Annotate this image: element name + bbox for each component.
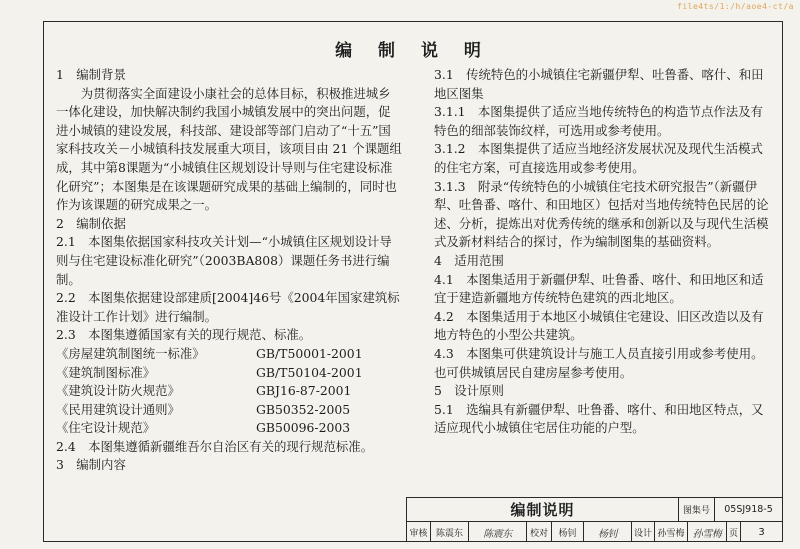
proof-label: 校对 bbox=[527, 522, 552, 542]
paragraph: 3.1.1 本图集提供了适应当地传统特色的构造节点作法及有特色的细部装饰纹样，可选用或参考使用。 bbox=[434, 104, 763, 138]
title-block-sign-row bbox=[407, 522, 782, 542]
standard-name: 《房屋建筑制图统一标准》 bbox=[56, 345, 205, 361]
standards-list bbox=[56, 345, 402, 438]
paragraph: 2.1 本图集依据国家科技攻关计划—“小城镇住区规划设计导则与住宅建设标准化研究”（2003BA808）课题任务书进行编制。 bbox=[56, 234, 392, 287]
standard-code: GB50096-2003 bbox=[256, 420, 351, 436]
paragraph: 为贯彻落实全面建设小康社会的总体目标，积极推进城乡一体化建设，加快解决制约我国小城镇发展中的突出问题，促进小城镇的建设发展，科技部、建设部等部门启动了“十五”国家科技攻关－小城镇科技发展重大项目，该项目由 21 个课题组成，其中第8课题为“小城镇住区规划设计导则与住宅建设标准化研究”；本图集是在该课题研究成果的基础上编制的，同时也作为该课题的研究成果之一。 bbox=[56, 85, 402, 213]
paragraph: 2.4 本图集遵循新疆维吾尔自治区有关的现行规范标准。 bbox=[56, 438, 374, 454]
designer-name: 孙雪梅 bbox=[655, 522, 688, 542]
page-number: 3 bbox=[758, 526, 765, 538]
page-label: 页 bbox=[727, 522, 741, 542]
standard-code: GB50352-2005 bbox=[256, 401, 351, 417]
standard-name: 《建筑制图标准》 bbox=[56, 364, 156, 380]
atlas-no-label: 图集号 bbox=[679, 498, 715, 521]
paragraph: 3.1.3 附录“传统特色的小城镇住宅技术研究报告”（新疆伊犁、吐鲁番、喀什、和田地区）包括对当地传统特色民居的论述、分析，提炼出对优秀传统的继承和创新以及与现代生活模式及新材料结合的探讨，作为编制图集的基础资料。 bbox=[434, 178, 769, 250]
standard-row bbox=[56, 345, 402, 364]
section-heading: 5 设计原则 bbox=[434, 383, 504, 399]
standard-name: 《建筑设计防火规范》 bbox=[56, 383, 180, 399]
paragraph: 4.2 本图集适用于本地区小城镇住宅建设、旧区改造以及有地方特色的小型公共建筑。 bbox=[434, 308, 764, 343]
left-column bbox=[56, 66, 402, 475]
reviewer-name: 陈震东 bbox=[431, 522, 469, 542]
section-heading: 2 编制依据 bbox=[56, 215, 126, 231]
section-heading: 1 编制背景 bbox=[56, 67, 126, 82]
paragraph: 4.1 本图集适用于新疆伊犁、吐鲁番、喀什、和田地区和适宜于建造新疆地方传统特色建筑的西北地区。 bbox=[434, 271, 764, 306]
proofer-signature bbox=[584, 522, 632, 542]
standard-code: GB/T50104-2001 bbox=[256, 364, 363, 380]
standard-row bbox=[56, 401, 402, 420]
section-heading: 4 适用范围 bbox=[434, 252, 504, 268]
reviewer-signature bbox=[469, 522, 527, 542]
page-title: 编 制 说 明 bbox=[335, 41, 491, 61]
title-block-header-row bbox=[407, 498, 782, 522]
standard-code: GBJ16-87-2001 bbox=[256, 383, 352, 399]
paragraph: 2.3 本图集遵循国家有关的现行规范、标准。 bbox=[56, 327, 312, 343]
reviewer-signature-text: 陈震东 bbox=[483, 528, 512, 540]
paragraph: 4.3 本图集可供建筑设计与施工人员直接引用或参考使用。也可供城镇居民自建房屋参考使用。 bbox=[434, 345, 764, 380]
paragraph: 5.1 选编具有新疆伊犁、吐鲁番、喀什、和田地区特点，又适应现代小城镇住宅居住功能的户型。 bbox=[434, 401, 764, 436]
designer-signature-text: 孙雪梅 bbox=[692, 528, 722, 540]
atlas-no: 05SJ918-5 bbox=[724, 504, 773, 515]
section-heading: 3.1 传统特色的小城镇住宅新疆伊犁、吐鲁番、喀什、和田地区图集 bbox=[434, 67, 764, 101]
designer-signature bbox=[688, 522, 727, 542]
review-label: 审核 bbox=[407, 522, 431, 542]
right-column bbox=[434, 66, 774, 438]
standard-row bbox=[56, 364, 402, 383]
proofer-name: 杨钊 bbox=[552, 522, 584, 542]
drawing-title-cell bbox=[407, 498, 679, 521]
paragraph: 3.1.2 本图集提供了适应当地经济发展状况及现代生活模式的住宅方案，可直接选用或参考使用。 bbox=[434, 141, 763, 175]
standard-row bbox=[56, 382, 402, 401]
standard-code: GB/T50001-2001 bbox=[256, 345, 363, 361]
watermark: file4ts/1:/h/aoe4-ct/a bbox=[677, 2, 794, 11]
section-heading: 3 编制内容 bbox=[56, 457, 126, 473]
paragraph: 2.2 本图集依据建设部建质[2004]46号《2004年国家建筑标准设计工作计划》进行编制。 bbox=[56, 290, 400, 324]
standard-name: 《住宅设计规范》 bbox=[56, 420, 156, 436]
proofer-signature-text: 杨钊 bbox=[598, 528, 617, 540]
title-block bbox=[406, 497, 782, 542]
design-label: 设计 bbox=[632, 522, 655, 542]
drawing-title: 编制说明 bbox=[510, 501, 575, 519]
standard-name: 《民用建筑设计通则》 bbox=[56, 401, 180, 417]
standard-row bbox=[56, 419, 402, 438]
drawing-frame bbox=[43, 21, 783, 542]
